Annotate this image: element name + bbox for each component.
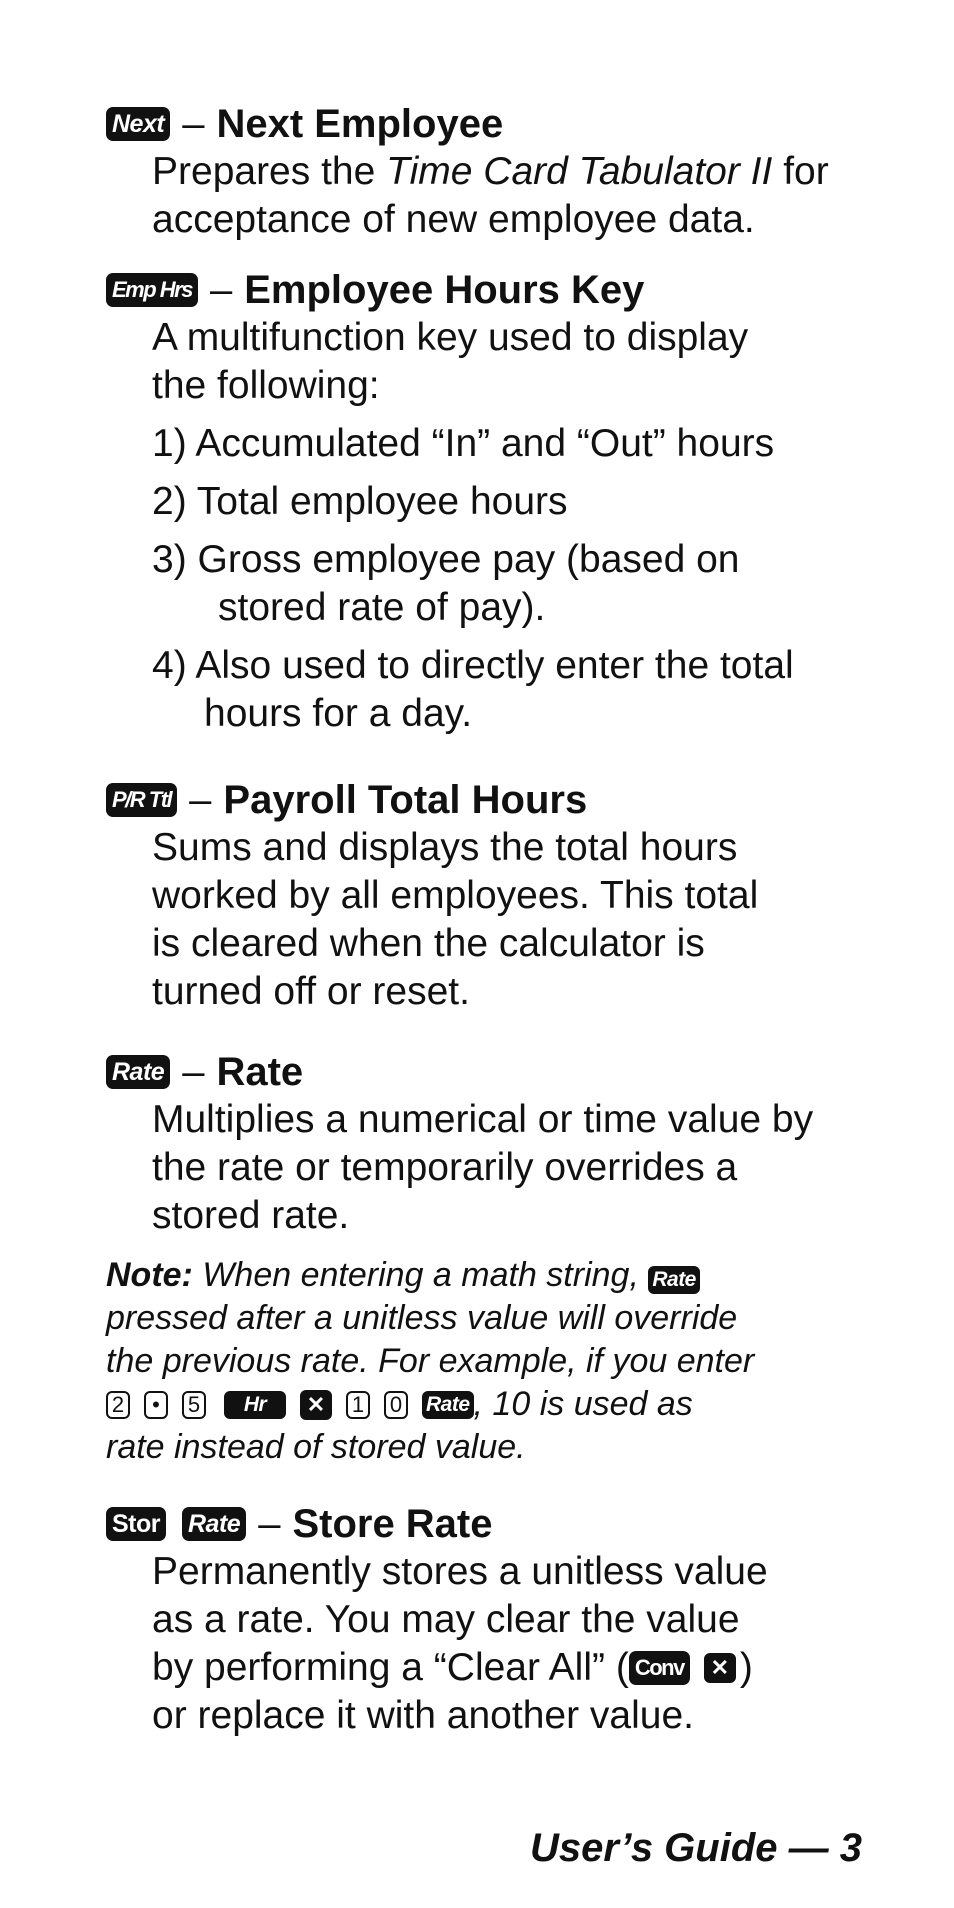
- body-text: by performing a “Clear All” (: [152, 1646, 629, 1689]
- section-body: [152, 148, 886, 244]
- conv-key-icon: Conv: [629, 1651, 690, 1685]
- section-payroll-total: [106, 776, 886, 1016]
- list-item: [152, 642, 886, 738]
- rate-key-icon: Rate: [106, 1055, 170, 1089]
- note-label: Note:: [106, 1256, 193, 1294]
- key-2-icon: 2: [106, 1391, 130, 1419]
- emp-hrs-key-icon: Emp Hrs: [106, 273, 198, 307]
- section-store-rate: [106, 1500, 886, 1740]
- next-key-icon: Next: [106, 107, 170, 141]
- list-item-text: hours for a day.: [204, 692, 473, 735]
- pr-ttl-key-icon: P/R Ttl: [106, 783, 177, 817]
- list-item-text: 4) Also used to directly enter the total: [152, 644, 794, 687]
- list-item: [152, 536, 886, 632]
- key-0-icon: 0: [384, 1391, 408, 1419]
- list-item-text: 2) Total employee hours: [152, 480, 568, 523]
- stor-key-icon: Stor: [106, 1507, 166, 1541]
- body-text: Prepares the: [152, 150, 387, 193]
- section-body: [152, 1096, 886, 1240]
- note-text: the previous rate. For example, if you enter: [106, 1342, 755, 1380]
- section-body: [152, 1548, 886, 1740]
- section-body: [152, 824, 886, 1016]
- decimal-key-icon: •: [144, 1391, 168, 1419]
- section-title: Rate: [216, 1050, 304, 1094]
- body-text: A multifunction key used to display: [152, 316, 749, 359]
- section-next-employee: [106, 100, 886, 244]
- dash: –: [258, 1502, 281, 1546]
- note-text: pressed after a unitless value will override: [106, 1299, 738, 1337]
- body-text: is cleared when the calculator is: [152, 922, 705, 965]
- body-text: worked by all employees. This total: [152, 874, 759, 917]
- section-title: Employee Hours Key: [244, 268, 645, 312]
- rate-key-icon: Rate: [422, 1391, 474, 1419]
- section-body: [152, 314, 886, 738]
- body-text: for: [772, 150, 829, 193]
- body-text: or replace it with another value.: [152, 1694, 694, 1737]
- multiply-key-icon: ✕: [300, 1390, 332, 1420]
- section-title: Next Employee: [216, 102, 504, 146]
- section-employee-hours: [106, 266, 886, 738]
- body-text: the following:: [152, 364, 380, 407]
- body-text: acceptance of new employee data.: [152, 198, 755, 241]
- dash: –: [189, 778, 212, 822]
- section-title: Store Rate: [292, 1502, 493, 1546]
- rate-key-icon: Rate: [648, 1266, 700, 1294]
- list-item: [152, 478, 886, 526]
- body-text: Sums and displays the total hours: [152, 826, 738, 869]
- section-rate: [106, 1048, 886, 1240]
- note: [106, 1254, 906, 1469]
- key-1-icon: 1: [346, 1391, 370, 1419]
- note-text: rate instead of stored value.: [106, 1428, 526, 1466]
- dash: –: [182, 1050, 205, 1094]
- list-item: [152, 420, 886, 468]
- note-text: , 10 is used as: [473, 1385, 693, 1423]
- body-text: stored rate.: [152, 1194, 350, 1237]
- body-text: Multiplies a numerical or time value by: [152, 1098, 814, 1141]
- body-text: Permanently stores a unitless value: [152, 1550, 768, 1593]
- rate-key-icon: Rate: [182, 1507, 246, 1541]
- product-name: Time Card Tabulator II: [386, 150, 773, 193]
- list-item-text: 3) Gross employee pay (based on: [152, 538, 740, 581]
- hr-key-icon: Hr: [224, 1391, 286, 1419]
- multiply-key-icon: ✕: [704, 1653, 736, 1683]
- page-footer: User’s Guide — 3: [530, 1826, 862, 1870]
- body-text: the rate or temporarily overrides a: [152, 1146, 738, 1189]
- list-item-text: stored rate of pay).: [218, 586, 546, 629]
- note-text: When entering a math string,: [192, 1256, 649, 1294]
- dash: –: [182, 102, 205, 146]
- list-item-text: 1) Accumulated “In” and “Out” hours: [152, 422, 775, 465]
- body-text: as a rate. You may clear the value: [152, 1598, 740, 1641]
- key-5-icon: 5: [182, 1391, 206, 1419]
- body-text: ): [739, 1646, 753, 1689]
- body-text: turned off or reset.: [152, 970, 470, 1013]
- section-title: Payroll Total Hours: [223, 778, 588, 822]
- dash: –: [209, 268, 233, 312]
